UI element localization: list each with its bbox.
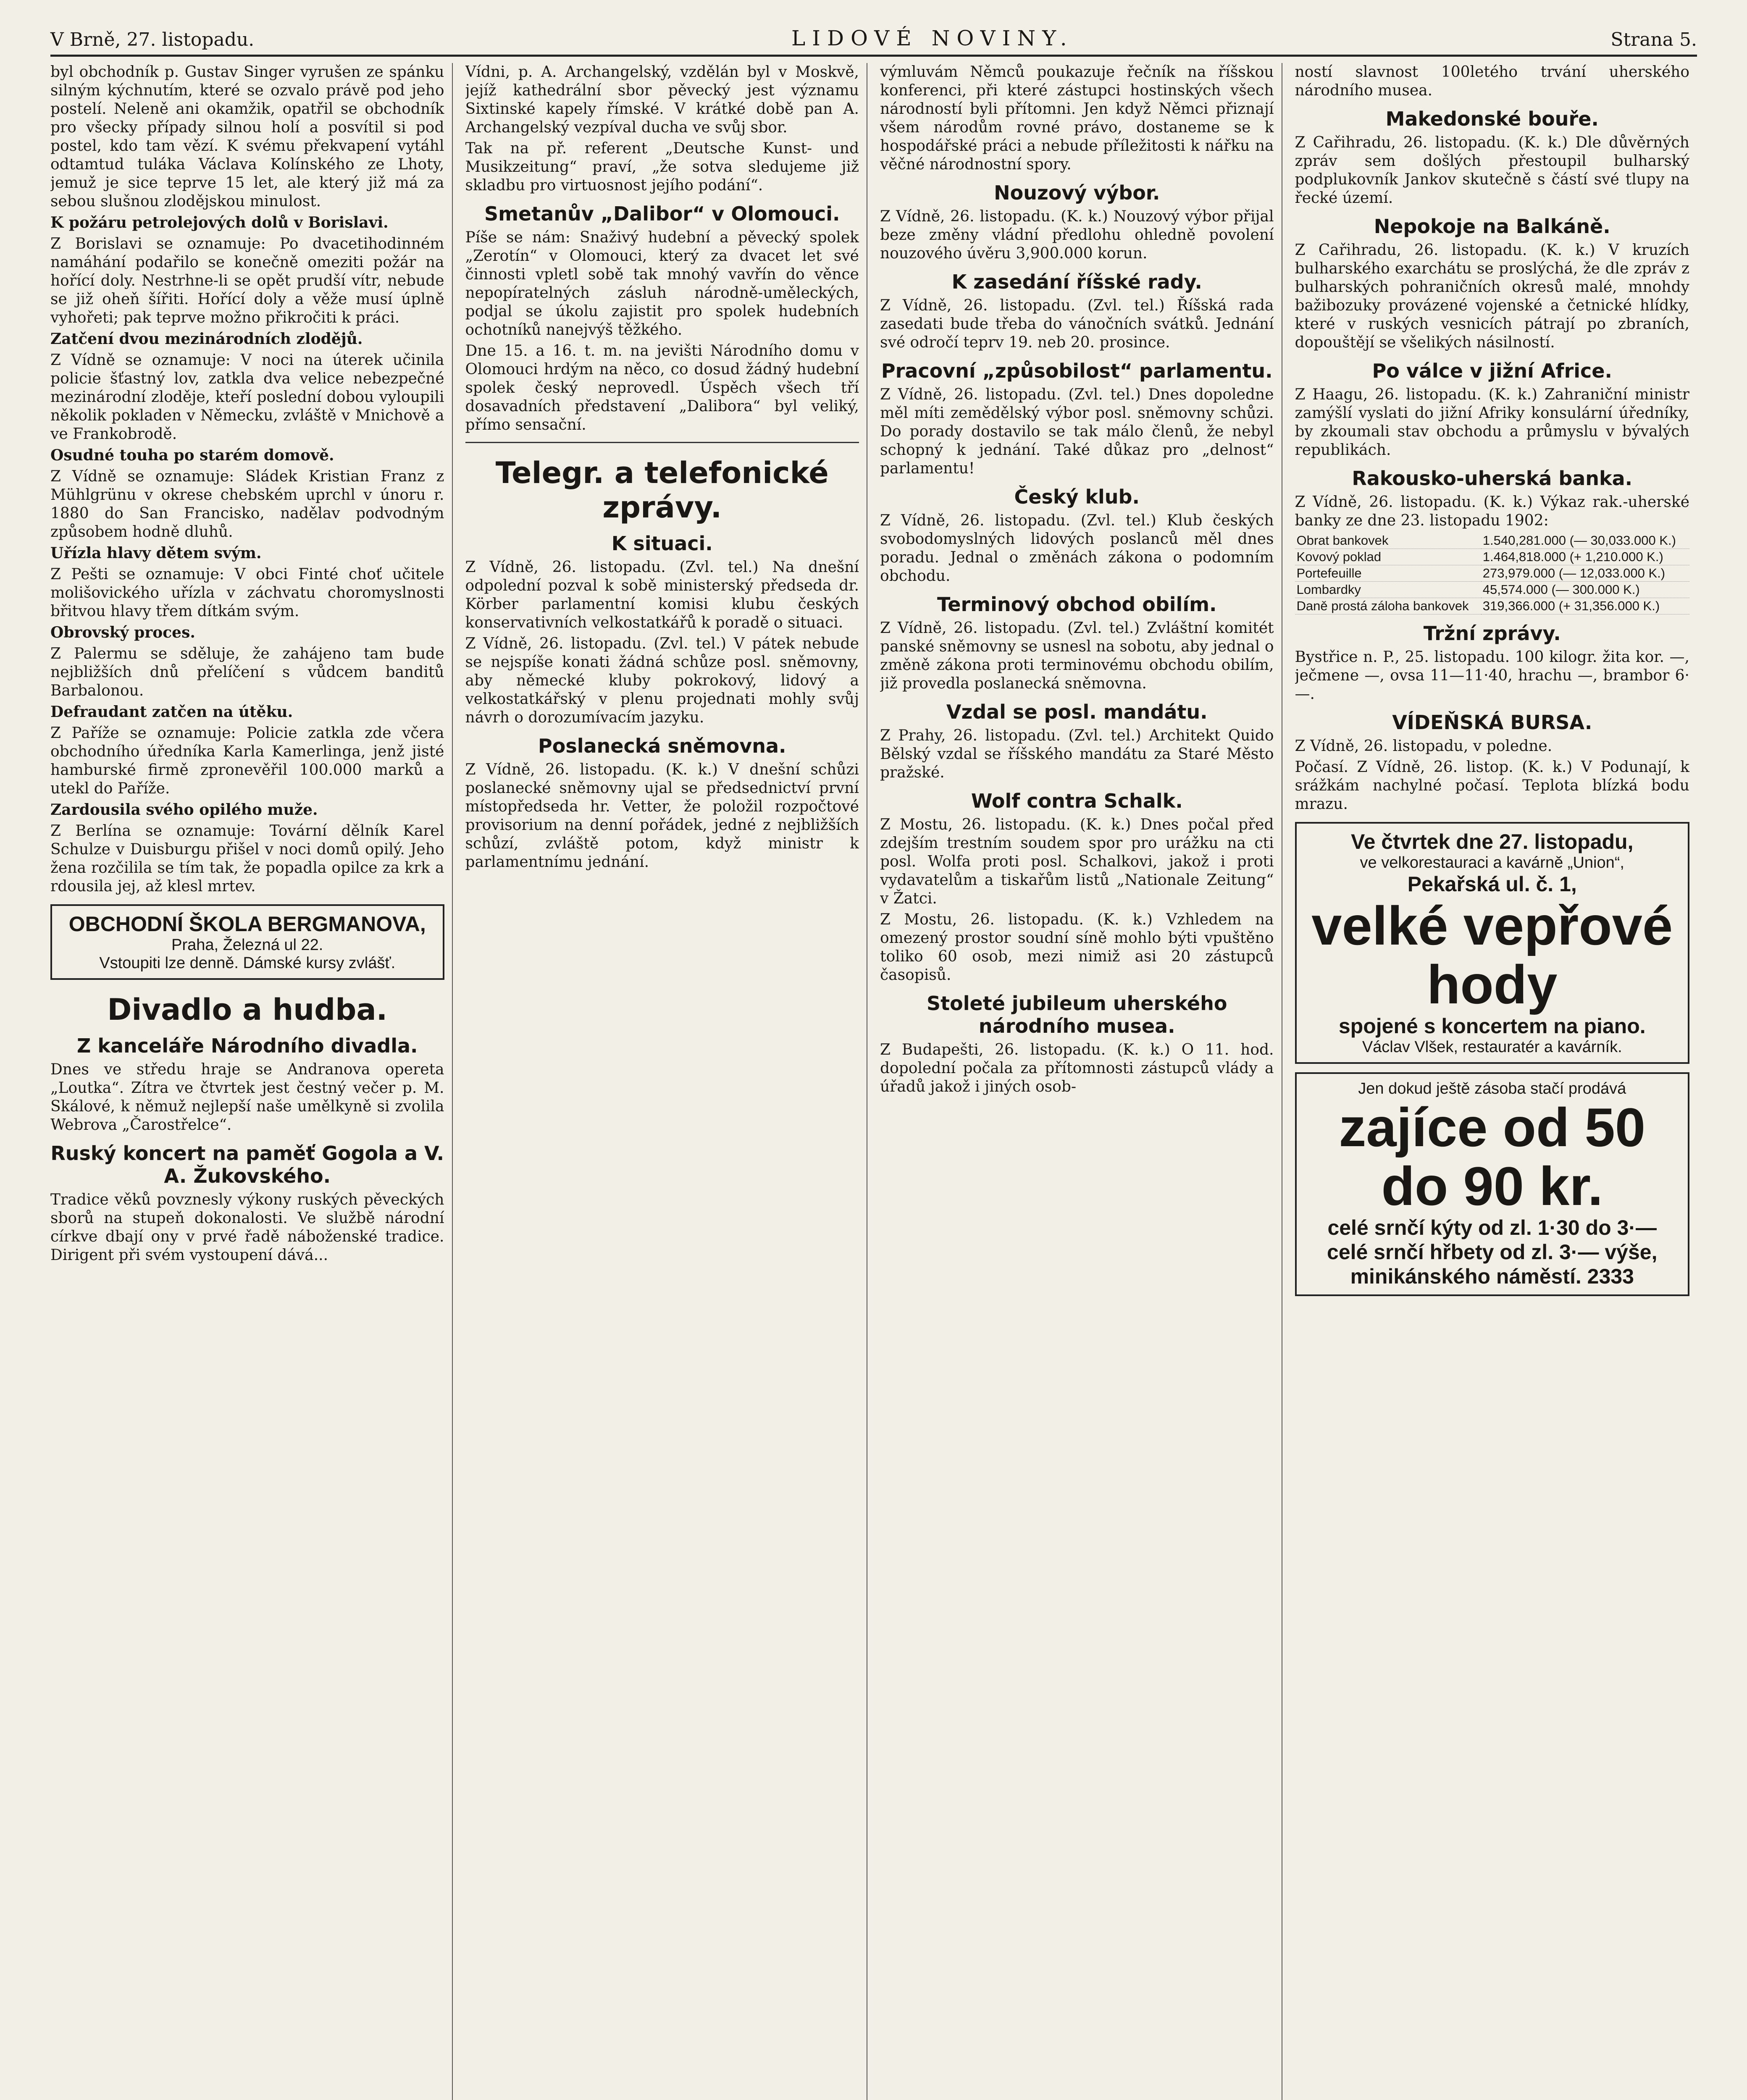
article-text: Z Vídně, 26. listopadu. (Zvl. tel.) Říšská rada zasedati bude třeba do vánočních svátků. Jednání své odročí teprv 19. neb 20. prosince. [880,297,1274,351]
table-row: Obrat bankovek 1.540,281.000 (— 30,033.000 K.) [1295,533,1690,549]
article-text: Z Prahy, 26. listopadu. (Zvl. tel.) Architekt Quido Bělský vzdal se říšského mandátu za Staré Město pražské. [880,727,1274,781]
newspaper-title: LIDOVÉ NOVINY. [791,26,1074,50]
article-heading: Z kanceláře Národního divadla. [77,1034,418,1057]
column-3 [880,63,1282,2100]
article-text: Z Vídně se oznamuje: V noci na úterek učinila policie šťastný lov, zatkla dva velice nebezpečné mezinárodní zloděje, kteří poslední dobou vyloupili několik pokladen v Německu, zvláště v Mnichově a ve Frankobrodě. [50,352,444,443]
article-text: Z Vídně, 26. listopadu. (Zvl. tel.) Na dnešní odpolední pozval k sobě ministerský předseda dr. Körber parlamentní komisi klubu českých konservativních velkostatkářů k poradě o situaci. [465,559,859,631]
article-text: Z Paříže se oznamuje: Policie zatkla zde včera obchodního úředníka Karla Kamerlinga, jenž jisté hamburské firmě zpronevěřil 100.000 marků a utekl do Paříže. [50,724,444,797]
column-4 [1295,63,1697,2100]
table-row: Kovový poklad 1.464,818.000 (+ 1,210.000 K.) [1295,549,1690,565]
article-text: Dne 15. a 16. t. m. na jevišti Národního domu v Olomouci hrdým na něco, co dosud žádný hudební spolek český neprovedl. Úspěch všech tří dosavadních představení „Dalibora“ byl veliký, přímo sensační. [465,342,859,433]
article-heading: Smetanův „Dalibor“ v Olomouci. [484,202,840,225]
ad-line: celé srnčí hřbety od zl. 3·— výše, [1327,1240,1658,1264]
page-header [50,17,1697,57]
article-text: Bystřice n. P., 25. listopadu. 100 kilogr. žita kor. —, ječmene —, ovsa 11—11·40, hrachu —, brambor 6·—. [1295,648,1689,703]
article-text: Z Berlína se oznamuje: Tovární dělník Karel Schulze v Duisburgu přišel v noci domů opilý. Jeho žena rozčilila se tím tak, že popadla opilce za krk a rdousila jej, až klesl mrtev. [50,822,444,895]
article-text: Tak na př. referent „Deutsche Kunst- und Musikzeitung“ praví, „že sotva sledujeme již skladbu pro virtuosnost jejího podání“. [465,140,859,194]
columns [50,63,1697,2100]
school-advertisement [50,904,444,980]
article-heading: Poslanecká sněmovna. [538,735,786,757]
ad-line: zajíce od 50 do 90 kr. [1339,1097,1646,1217]
article-heading: Pracovní „způsobilost“ parlamentu. [881,360,1273,382]
ad-line: Jen dokud ještě zásoba stačí prodává [1358,1080,1626,1097]
article-text: Tradice věků povznesly výkony ruských pěveckých sborů na stupeň dokonalosti. Ve službě národní církve dbají ony v prvé řadě náboženské tradice. Dirigent při svém vystoupení dává... [50,1191,444,1264]
article-heading: Zatčení dvou mezinárodních zlodějů. [50,330,363,348]
article-heading: VÍDEŇSKÁ BURSA. [1392,711,1592,734]
ad-line: Václav Vlšek, restauratér a kavárník. [1362,1038,1622,1056]
article-heading: Zardousila svého opilého muže. [50,801,318,819]
article-heading: Terminový obchod obilím. [937,593,1217,616]
ad-line: ve velkorestauraci a kavárně „Union“, [1360,854,1624,872]
article-text: Z Borislavi se oznamuje: Po dvacetihodinném namáhání podařilo se konečně omeziti požár na hořící doly. Nestrhne-li se opět prudší vítr, nebude se již oheň šířiti. Hořící doly a věže musí úplně vyhořeti; pak teprve možno přikročiti k práci. [50,235,444,326]
section-title: Telegr. a telefonické zprávy. [495,456,829,525]
ad-line: spojené s koncertem na piano. [1338,1014,1646,1038]
article-heading: Rakousko-uherská banka. [1352,467,1633,490]
article-text: Z Vídně, 26. listopadu. (K. k.) Výkaz rak.-uherské banky ze dne 23. listopadu 1902: [1295,494,1689,529]
article-text: Z Vídně, 26. listopadu. (K. k.) V dnešní schůzi poslanecké sněmovny ujal se předsednictví první místopředseda hr. Vetter, že položil rozpočtové provisorium na denní pořádek, jedné z nejbližších schůzí, zvláště potom, když ministr k parlamentnímu jednání. [465,761,859,871]
article-text: Z Haagu, 26. listopadu. (K. k.) Zahraniční ministr zamýšlí vyslati do jižní Afriky konsulární úředníky, by zkoumali stav obchodu a průmyslu v bývalých republikách. [1295,386,1689,459]
divider [465,442,859,443]
article-heading: Vzdal se posl. mandátu. [946,701,1208,723]
article-text: Z Palermu se sděluje, že zahájeno tam bude nejbližších dnů přelíčení s vůdcem banditů Barbalonou. [50,645,444,699]
table-row: Portefeuille 273,979.000 (— 12,033.000 K.) [1295,565,1690,582]
article-text: Dnes ve středu hraje se Andranova opereta „Loutka“. Zítra ve čtvrtek jest čestný večer p. M. Skálové, k němuž nejlepší naše umělkyně si zvolila Webrova „Čarostřelce“. [50,1061,444,1134]
ad-line: Pekařská ul. č. 1, [1407,872,1577,896]
table-row: Daně prostá záloha bankovek 319,366.000 (+ 31,356.000 K.) [1295,598,1690,614]
ad-line: celé srnčí kýty od zl. 1·30 do 3·— [1327,1216,1657,1239]
article-heading: Nepokoje na Balkáně. [1374,215,1610,238]
article-text: Z Vídně se oznamuje: Sládek Kristian Franz z Mühlgrünu v okrese chebském uprchl v únoru r. 1880 do San Francisko, nadělav podvodným způsobem hodně dluhů. [50,468,444,541]
article-text: Píše se nám: Snaživý hudební a pěvecký spolek „Zerotín“ v Olomouci, který za dvacet let své činnosti vpletl sobě tak mnohý vavřín do věnce nepopíratelných zásluh národně-uměleckých, podjal se úkolu zajistit pro spolek hudebních ochotníků nanejvýš těžkého. [465,229,859,339]
article-heading: Obrovský proces. [50,624,195,641]
article-text: Počasí. Z Vídně, 26. listop. (K. k.) V Podunají, k srážkám nachylné počasí. Teplota blízká bodu mrazu. [1295,759,1689,813]
header-date: V Brně, 27. listopadu. [50,29,255,50]
article-heading: Stoleté jubileum uherského národního musea. [927,992,1227,1037]
article-text: Z Vídně, 26. listopadu. (K. k.) Nouzový výbor přijal beze změny vládní předlohu ohledně povolení nouzového úvěru 3,900.000 korun. [880,208,1274,262]
column-2 [465,63,868,2100]
article-heading: Makedonské bouře. [1385,108,1599,130]
column-1 [50,63,453,2100]
article-text: Z Cařihradu, 26. listopadu. (K. k.) Dle důvěrných zpráv sem došlých přestoupil bulharský podplukovník Jankov skutečně s částí své tlupy na řecké území. [1295,134,1689,207]
article-text: Z Vídně, 26. listopadu. (Zvl. tel.) Klub českých svobodomyslných lidových poslanců měl dnes poradu. Jednal o změnách zákona o podomním obchodu. [880,512,1274,585]
article-text: Z Cařihradu, 26. listopadu. (K. k.) V kruzích bulharského exarchátu se proslýchá, že dle zpráv z bulharských pohraničních okresů malé, mnohdy bažibozuky provázené vojenské a četnické hlídky, které v ruských vesnicích pátrají po zbraních, dopouštějí se všelikých násilností. [1295,242,1689,351]
article-text: ností slavnost 100letého trvání uherského národního musea. [1295,63,1689,99]
page-number: Strana 5. [1610,29,1697,50]
ad-address: Praha, Železná ul 22. [171,936,323,954]
article-heading: Defraudant zatčen na útěku. [50,703,293,721]
article-text: Z Vídně, 26. listopadu. (Zvl. tel.) V pátek nebude se nejspíše konati žádná schůze posl. sněmovny, aby německé kluby pokrokový, lidový a velkostatkářský v plenu projednati mohly svůj návrh o dorozumívacím jazyku. [465,635,859,726]
article-text: Z Vídně, 26. listopadu. (Zvl. tel.) Dnes dopoledne měl míti zemědělský výbor posl. sněmovny schůzi. Do porady dostavilo se tak málo členů, že nebyl schopný k jednání. Také důkaz pro „delnost“ parlamentu! [880,386,1274,477]
ad-line: velké vepřové hody [1311,895,1673,1015]
article-text: Z Budapešti, 26. listopadu. (K. k.) O 11. hod. dopolední počala za přítomnosti zástupců vlády a úřadů jakož i jiných osob- [880,1041,1274,1095]
article-heading: K požáru petrolejových dolů v Borislavi. [50,214,389,231]
article-heading: K zasedání říšské rady. [951,270,1202,293]
article-heading: Osudné touha po starém domově. [50,446,334,464]
ad-line: minikánského náměstí. 2333 [1350,1265,1634,1288]
article-text: Z Mostu, 26. listopadu. (K. k.) Dnes počal před zdejším trestním soudem spor pro urážku na cti posl. Wolfa proti posl. Schalkovi, jakož i proti vydavatelům a tiskařům listů „Nationale Zeitung“ v Žatci. [880,816,1274,907]
hare-advertisement [1295,1072,1690,1296]
article-text: Vídni, p. A. Archangelský, vzdělán byl v Moskvě, jejíž kathedrální sbor pěvecký jest významu Sixtinské kapely římské. V krátké době pan A. Archangelský vezpíval ducha ve svůj sbor. [465,63,859,136]
article-heading: Ruský koncert na paměť Gogola a V. A. Žukovského. [50,1142,444,1187]
article-text: Z Mostu, 26. listopadu. (K. k.) Vzhledem na omezený prostor soudní síně mohlo býti vpuštěno toliko 60 osob, mezi nimiž asi 20 zástupců časopisů. [880,911,1274,984]
article-heading: Wolf contra Schalk. [971,790,1183,812]
bank-table [1295,533,1690,614]
article-text: Z Vídně, 26. listopadu. (Zvl. tel.) Zvláštní komitét panské sněmovny se usnesl na sobotu, aby jednal o změně zákona proti terminovému obchodu obilím, již provedla poslanecká sněmovna. [880,620,1274,692]
article-text: výmluvám Němců poukazuje řečník na říšskou konferenci, při které zástupci hostinských všech národností byli přítomni. Jen když Němci přiznají všem národům rovné právo, dostaneme se k hospodářské práci a nebude příležitosti k nářku na věčné národnostní spory. [880,63,1274,173]
ad-title: OBCHODNÍ ŠKOLA BERGMANOVA, [68,912,426,936]
article-heading: Český klub. [1014,486,1140,508]
table-row: Lombardky 45,574.000 (— 300.000 K.) [1295,582,1690,598]
article-heading: K situaci. [611,532,713,555]
ad-note: Vstoupiti lze denně. Dámské kursy zvlášť. [99,954,396,972]
article-heading: Tržní zprávy. [1423,622,1561,645]
section-title: Divadlo a hudba. [107,992,388,1027]
article-heading: Uřízla hlavy dětem svým. [50,544,262,562]
article-text: Z Vídně, 26. listopadu, v poledne. [1295,738,1553,755]
article-heading: Nouzový výbor. [994,181,1160,204]
article-text: byl obchodník p. Gustav Singer vyrušen ze spánku silným kýchnutím, které se ozvalo právě pod jeho postelí. Neleně ani okamžik, opatřil se obchodník pro všecky případy silnou holí a posvítil si pod postel, kdo tam vězí. K svému překvapení vytáhl odtamtud tuláka Václava Kolínského ze Lhoty, jemuž je sice teprve 15 let, ale který již má za sebou slušnou zlodějskou minulost. [50,63,444,210]
article-text: Z Pešti se oznamuje: V obci Finté choť učitele molišovického uřízla v záchvatu choromyslnosti břitvou hlavy třem dítkám svým. [50,566,444,620]
ad-line: Ve čtvrtek dne 27. listopadu, [1351,830,1634,853]
article-heading: Po válce v jižní Africe. [1372,360,1612,382]
union-restaurant-advertisement [1295,822,1690,1064]
